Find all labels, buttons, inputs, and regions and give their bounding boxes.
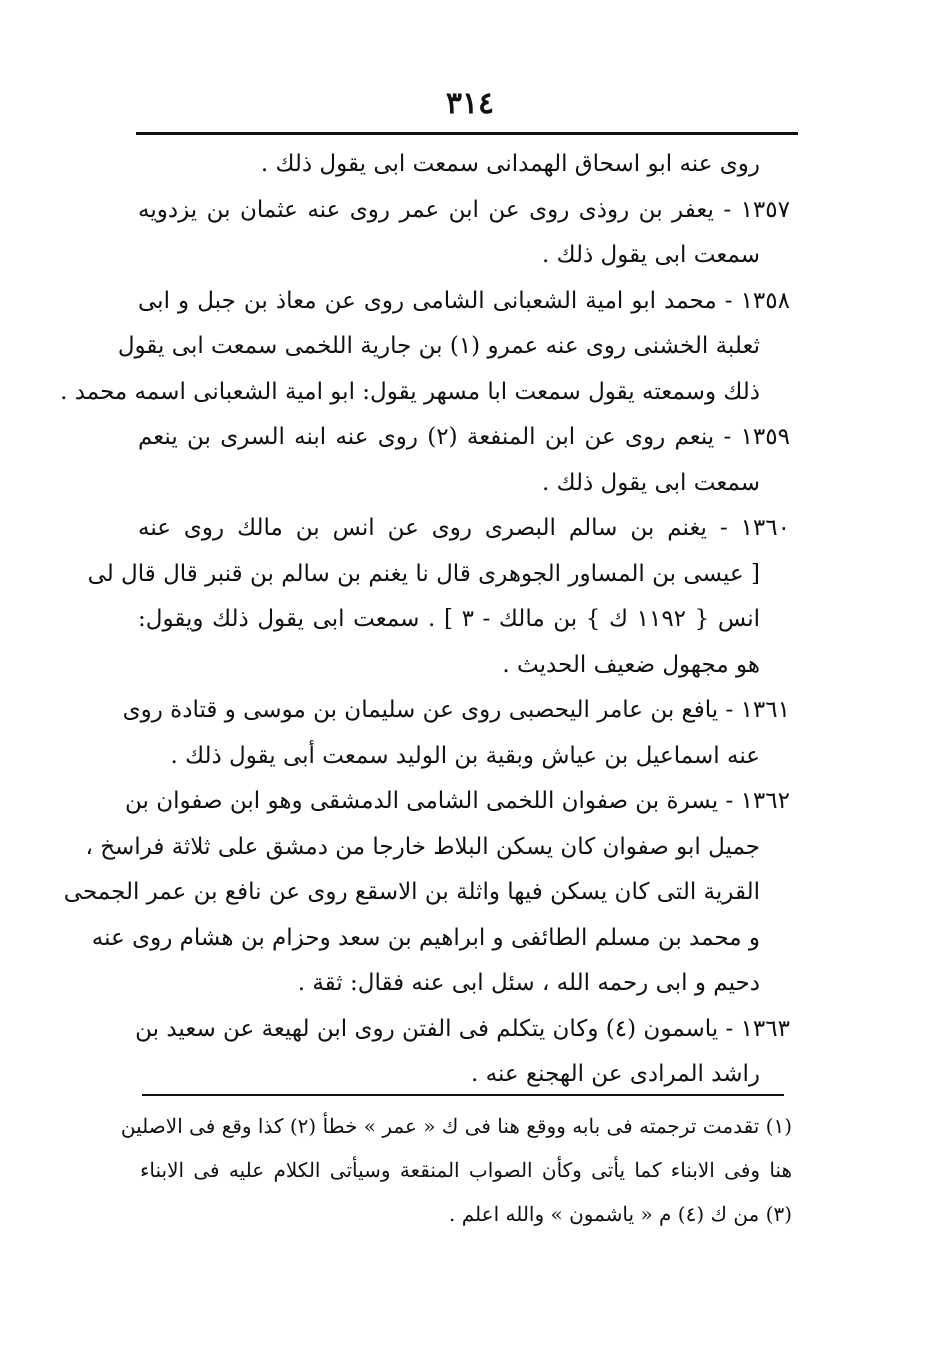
text-line: القرية التى كان يسكن فيها واثلة بن الاسقع روى عن نافع بن عمر الجمحى bbox=[63, 879, 760, 905]
text-line: ١٣٥٩ - ينعم روى عن ابن المنفعة (٢) روى عنه ابنه السرى بن ينعم bbox=[138, 424, 790, 450]
text-line: ذلك وسمعته يقول سمعت ابا مسهر يقول: ابو امية الشعبانى اسمه محمد . bbox=[60, 378, 760, 405]
text-line: ١٣٦٠ - يغنم بن سالم البصرى روى عن انس بن مالك روى عنه bbox=[138, 515, 790, 541]
footnote-line: (٣) من ك (٤) م « ياشمون » والله اعلم . bbox=[448, 1202, 792, 1226]
text-line: ١٣٥٨ - محمد ابو امية الشعبانى الشامى روى عن معاذ بن جبل و ابى bbox=[138, 287, 790, 314]
main-text bbox=[60, 142, 790, 1098]
text-line: هو مجهول ضعيف الحديث . bbox=[502, 651, 760, 678]
text-line: دحيم و ابى رحمه الله ، سئل ابى عنه فقال: ثقة . bbox=[297, 970, 760, 996]
footnote-rule bbox=[142, 1094, 784, 1096]
text-line: راشد المرادى عن الهجنع عنه . bbox=[471, 1061, 760, 1087]
header-rule bbox=[136, 132, 798, 135]
page-number: ٣١٤ bbox=[445, 86, 495, 121]
text-line: ثعلبة الخشنى روى عنه عمرو (١) بن جارية اللخمى سمعت ابى يقول bbox=[117, 333, 760, 359]
text-line: عنه اسماعيل بن عياش وبقية بن الوليد سمعت أبى يقول ذلك . bbox=[170, 742, 760, 769]
text-line: ١٣٦٢ - يسرة بن صفوان اللخمى الشامى الدمشقى وهو ابن صفوان بن bbox=[124, 788, 790, 814]
footnotes bbox=[120, 1104, 792, 1236]
text-line: [ عيسى بن المساور الجوهرى قال نا يغنم بن سالم بن قنبر قال قال لى bbox=[87, 560, 760, 587]
text-line: ١٣٦٣ - ياسمون (٤) وكان يتكلم فى الفتن روى ابن لهيعة عن سعيد بن bbox=[135, 1015, 790, 1042]
text-line: سمعت ابى يقول ذلك . bbox=[541, 469, 760, 496]
text-line: ١٣٦١ - يافع بن عامر اليحصبى روى عن سليمان بن موسى و قتادة روى bbox=[122, 697, 790, 723]
text-line: سمعت ابى يقول ذلك . bbox=[541, 242, 760, 268]
text-line: جميل ابو صفوان كان يسكن البلاط خارجا من دمشق على ثلاثة فراسخ ، bbox=[85, 833, 760, 860]
footnote-line: (١) تقدمت ترجمته فى بابه ووقع هنا فى ك « عمر » خطأ (٢) كذا وقع فى الاصلين bbox=[120, 1114, 792, 1138]
footnote-line: هنا وفى الابناء كما يأتى وكأن الصواب المنقعة وسيأتى الكلام عليه فى الابناء bbox=[140, 1158, 792, 1182]
text-line: و محمد بن مسلم الطائفى و ابراهيم بن سعد وحزام بن هشام روى عنه bbox=[91, 924, 760, 951]
text-line: ١٣٥٧ - يعفر بن روذى روى عن ابن عمر روى عنه عثمان بن يزدويه bbox=[138, 196, 790, 223]
text-line: انس { ١١٩٢ ك } بن مالك - ٣ ] . سمعت ابى يقول ذلك ويقول: bbox=[138, 606, 761, 632]
text-line: روى عنه ابو اسحاق الهمدانى سمعت ابى يقول ذلك . bbox=[260, 151, 760, 177]
